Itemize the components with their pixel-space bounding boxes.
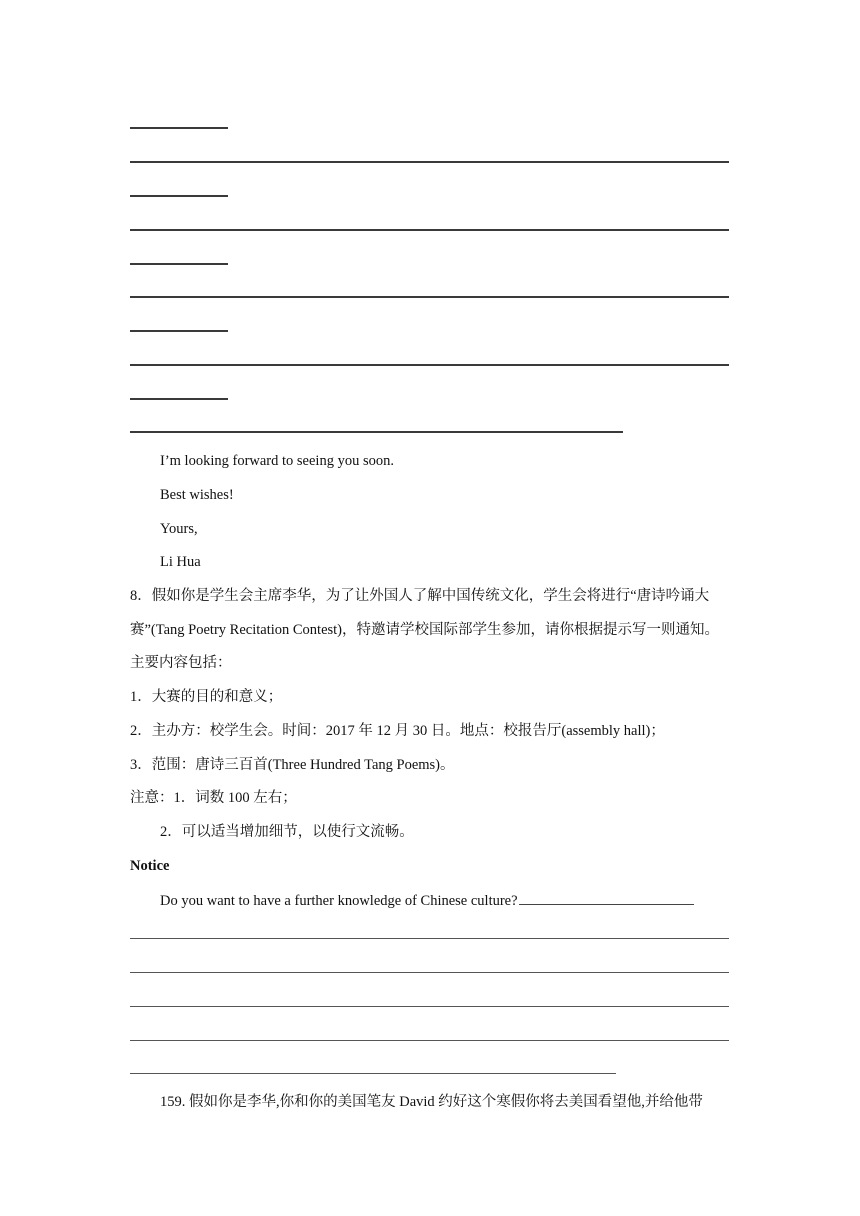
answer-line[interactable]	[130, 330, 228, 332]
answer-line[interactable]	[130, 195, 228, 197]
answer-line[interactable]	[130, 161, 729, 163]
answer-line[interactable]	[130, 127, 228, 129]
answer-line[interactable]	[130, 431, 623, 433]
closing-best-wishes: Best wishes!	[160, 487, 234, 503]
answer-line[interactable]	[130, 1006, 729, 1007]
closing-yours: Yours,	[160, 521, 198, 537]
answer-line[interactable]	[130, 364, 729, 366]
notice-heading: Notice	[130, 858, 170, 874]
answer-line[interactable]	[130, 263, 228, 265]
answer-line[interactable]	[130, 1040, 729, 1041]
task8-note1: 注意：1．词数 100 左右；	[130, 790, 297, 806]
task159-prompt-line1: 159. 假如你是李华,你和你的美国笔友 David 约好这个寒假你将去美国看望他,并给他带	[160, 1094, 703, 1110]
task8-point2: 2．主办方：校学生会。时间：2017 年 12 月 30 日。地点：校报告厅(assembly hall)；	[130, 723, 665, 739]
closing-looking-forward: I’m looking forward to seeing you soon.	[160, 453, 394, 469]
answer-line[interactable]	[130, 1073, 616, 1074]
answer-line[interactable]	[130, 938, 729, 939]
task8-note2: 2．可以适当增加细节，以使行文流畅。	[160, 824, 414, 840]
answer-line[interactable]	[130, 229, 729, 231]
task8-prompt-line1: 8．假如你是学生会主席李华，为了让外国人了解中国传统文化，学生会将进行“唐诗吟诵大	[130, 588, 710, 604]
task8-content-intro: 主要内容包括：	[130, 655, 232, 671]
answer-blank[interactable]	[519, 890, 694, 905]
answer-line[interactable]	[130, 972, 729, 973]
notice-opening-text: Do you want to have a further knowledge of Chinese culture?	[160, 893, 518, 909]
answer-line[interactable]	[130, 296, 729, 298]
notice-opening	[160, 890, 694, 911]
task8-prompt-line2: 赛”(Tang Poetry Recitation Contest)，特邀请学校国际部学生参加，请你根据提示写一则通知。	[130, 622, 720, 638]
answer-line[interactable]	[130, 398, 228, 400]
task8-point1: 1．大赛的目的和意义；	[130, 689, 283, 705]
task8-point3: 3．范围：唐诗三百首(Three Hundred Tang Poems)。	[130, 757, 455, 773]
closing-signature: Li Hua	[160, 554, 201, 570]
